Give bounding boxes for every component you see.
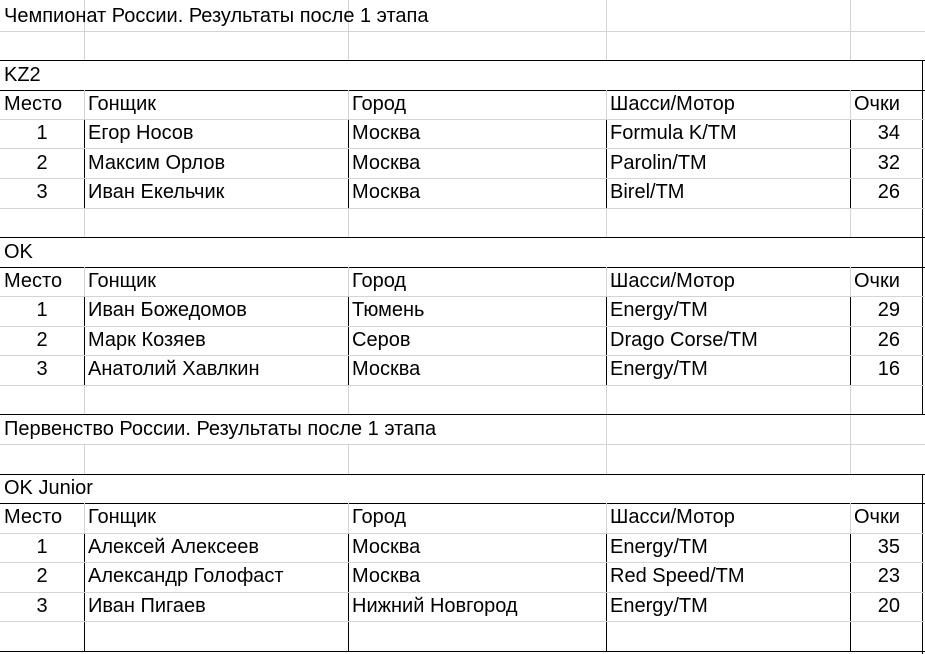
header-place: Место: [4, 270, 63, 292]
cell-city: Москва: [352, 358, 421, 380]
cell-driver: Максим Орлов: [88, 152, 226, 174]
header-points: Очки: [854, 506, 900, 528]
cell-points: 34: [877, 122, 900, 144]
header-points: Очки: [854, 270, 900, 292]
cell-chassis: Red Speed/TM: [610, 565, 745, 587]
cell-city: Серов: [352, 329, 411, 351]
cell-place: 3: [36, 595, 48, 617]
header-driver: Гонщик: [88, 93, 157, 115]
gridline: [0, 621, 925, 622]
gridline: [0, 31, 925, 32]
cell-chassis: Energy/TM: [610, 536, 708, 558]
first-place-title: Первенство России. Результаты после 1 этапа: [4, 418, 437, 440]
class-name-ok: OK: [4, 241, 33, 263]
header-place: Место: [4, 506, 63, 528]
gridline: [0, 444, 925, 445]
cell-driver: Иван Божедомов: [88, 299, 247, 321]
cell-city: Москва: [352, 536, 421, 558]
header-city: Город: [352, 93, 407, 115]
gridline: [850, 0, 851, 60]
table-border: [0, 651, 925, 652]
cell-chassis: Energy/TM: [610, 595, 708, 617]
cell-points: 29: [877, 299, 900, 321]
cell-chassis: Birel/TM: [610, 181, 685, 203]
cell-points: 23: [877, 565, 900, 587]
gridline: [84, 444, 85, 474]
header-city: Город: [352, 506, 407, 528]
class-name-ok-junior: OK Junior: [4, 477, 93, 499]
class-name-kz2: KZ2: [4, 64, 41, 86]
cell-city: Москва: [352, 181, 421, 203]
gridline: [0, 208, 925, 209]
cell-points: 35: [877, 536, 900, 558]
cell-city: Москва: [352, 152, 421, 174]
cell-chassis: Parolin/TM: [610, 152, 707, 174]
gridline: [606, 0, 607, 60]
table-border: [922, 60, 923, 414]
gridline: [0, 385, 925, 386]
cell-place: 1: [36, 299, 48, 321]
cell-place: 2: [36, 152, 48, 174]
gridline: [850, 208, 851, 237]
cell-points: 26: [877, 329, 900, 351]
cell-chassis: Drago Corse/TM: [610, 329, 758, 351]
cell-city: Москва: [352, 122, 421, 144]
cell-place: 3: [36, 358, 48, 380]
championship-title: Чемпионат России. Результаты после 1 этапа: [4, 5, 429, 27]
cell-chassis: Formula K/TM: [610, 122, 737, 144]
cell-driver: Егор Носов: [88, 122, 194, 144]
header-chassis: Шасси/Мотор: [610, 506, 735, 528]
gridline: [348, 444, 349, 474]
cell-place: 1: [36, 536, 48, 558]
gridline: [348, 385, 349, 414]
header-city: Город: [352, 270, 407, 292]
header-chassis: Шасси/Мотор: [610, 93, 735, 115]
cell-place: 1: [36, 122, 48, 144]
gridline: [606, 385, 607, 414]
cell-place: 3: [36, 181, 48, 203]
gridline: [348, 208, 349, 237]
cell-driver: Александр Голофаст: [88, 565, 284, 587]
table-border: [922, 474, 923, 654]
cell-points: 32: [877, 152, 900, 174]
cell-place: 2: [36, 565, 48, 587]
cell-driver: Марк Козяев: [88, 329, 206, 351]
cell-place: 2: [36, 329, 48, 351]
cell-points: 26: [877, 181, 900, 203]
cell-city: Москва: [352, 565, 421, 587]
header-driver: Гонщик: [88, 270, 157, 292]
cell-driver: Анатолий Хавлкин: [88, 358, 260, 380]
gridline: [84, 385, 85, 414]
cell-chassis: Energy/TM: [610, 299, 708, 321]
gridline: [850, 414, 851, 474]
gridline: [850, 385, 851, 414]
gridline: [84, 208, 85, 237]
header-points: Очки: [854, 93, 900, 115]
header-chassis: Шасси/Мотор: [610, 270, 735, 292]
cell-city: Нижний Новгород: [352, 595, 518, 617]
cell-driver: Иван Пигаев: [88, 595, 206, 617]
cell-points: 20: [877, 595, 900, 617]
header-driver: Гонщик: [88, 506, 157, 528]
cell-points: 16: [877, 358, 900, 380]
cell-chassis: Energy/TM: [610, 358, 708, 380]
gridline: [606, 414, 607, 474]
cell-driver: Иван Екельчик: [88, 181, 225, 203]
cell-city: Тюмень: [352, 299, 425, 321]
cell-driver: Алексей Алексеев: [88, 536, 259, 558]
gridline: [606, 208, 607, 237]
header-place: Место: [4, 93, 63, 115]
